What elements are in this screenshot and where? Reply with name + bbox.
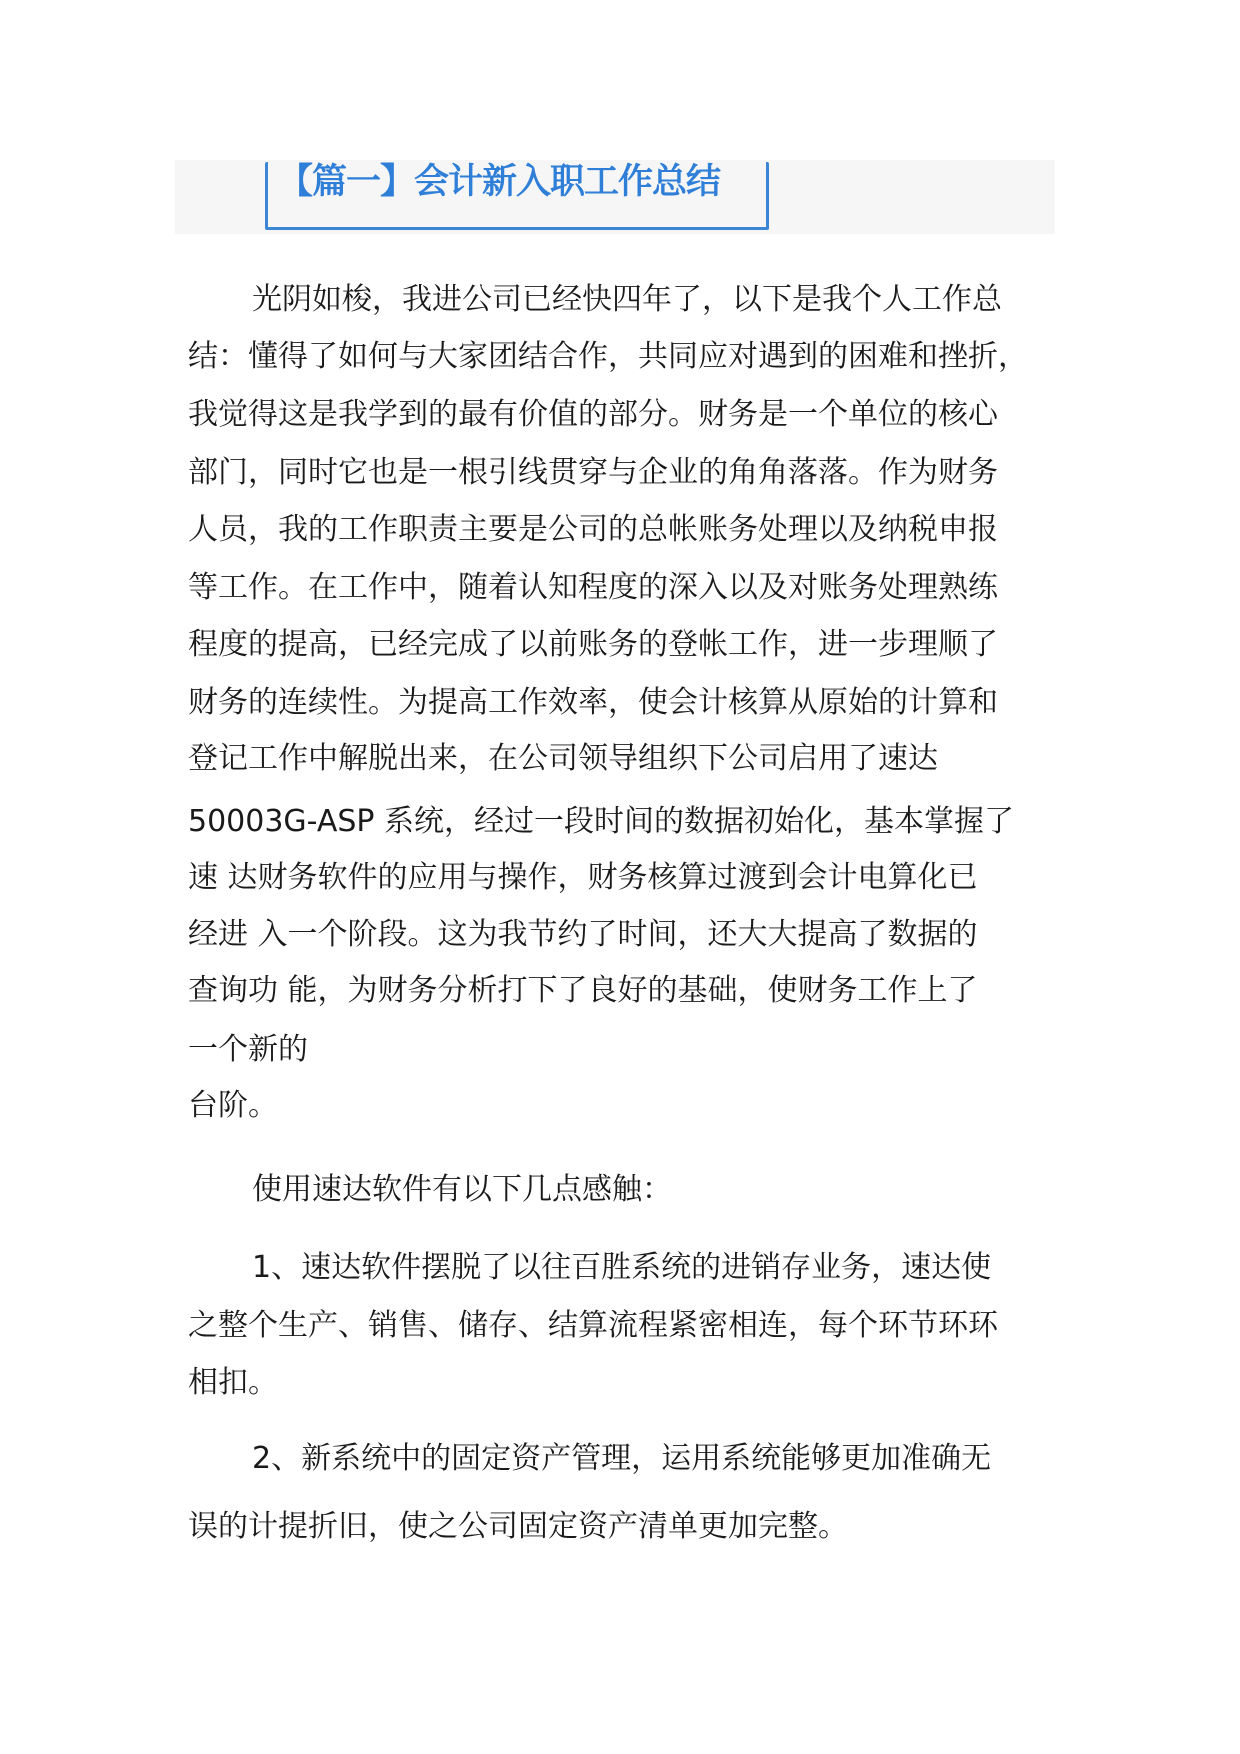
paragraph-line: 等工作。在工作中，随着认知程度的深入以及对账务处理熟练 bbox=[188, 570, 998, 605]
paragraph-line: 结：懂得了如何与大家团结合作，共同应对遇到的困难和挫折， bbox=[188, 339, 1028, 374]
paragraph-line: 财务的连续性。为提高工作效率，使会计核算从原始的计算和 bbox=[188, 685, 998, 720]
paragraph-line: 2、新系统中的固定资产管理，运用系统能够更加准确无 bbox=[252, 1441, 992, 1476]
paragraph-line: 光阴如梭，我进公司已经快四年了，以下是我个人工作总 bbox=[252, 282, 1002, 317]
paragraph-line: 1、速达软件摆脱了以往百胜系统的进销存业务，速达使 bbox=[252, 1250, 992, 1285]
paragraph-line: 经进 入一个阶段。这为我节约了时间，还大大提高了数据的 bbox=[188, 917, 978, 952]
paragraph-line: 查询功 能，为财务分析打下了良好的基础，使财务工作上了 bbox=[188, 973, 978, 1008]
paragraph-line: 相扣。 bbox=[188, 1365, 278, 1400]
paragraph-line: 程度的提高，已经完成了以前账务的登帐工作，进一步理顺了 bbox=[188, 627, 998, 662]
paragraph-line: 50003G-ASP 系统，经过一段时间的数据初始化，基本掌握了 bbox=[188, 804, 1015, 839]
document-title: 【篇一】会计新入职工作总结 bbox=[278, 162, 721, 202]
paragraph-line: 使用速达软件有以下几点感触： bbox=[252, 1172, 672, 1207]
paragraph-line: 一个新的 bbox=[188, 1032, 308, 1067]
paragraph-line: 我觉得这是我学到的最有价值的部分。财务是一个单位的核心 bbox=[188, 397, 998, 432]
paragraph-line: 部门，同时它也是一根引线贯穿与企业的角角落落。作为财务 bbox=[188, 455, 998, 490]
paragraph-line: 登记工作中解脱出来，在公司领导组织下公司启用了速达 bbox=[188, 741, 938, 776]
paragraph-line: 台阶。 bbox=[188, 1088, 278, 1123]
paragraph-line: 速 达财务软件的应用与操作，财务核算过渡到会计电算化已 bbox=[188, 860, 978, 895]
paragraph-line: 误的计提折旧，使之公司固定资产清单更加完整。 bbox=[188, 1509, 848, 1544]
paragraph-line: 之整个生产、销售、储存、结算流程紧密相连，每个环节环环 bbox=[188, 1308, 998, 1343]
paragraph-line: 人员，我的工作职责主要是公司的总帐账务处理以及纳税申报 bbox=[188, 512, 998, 547]
